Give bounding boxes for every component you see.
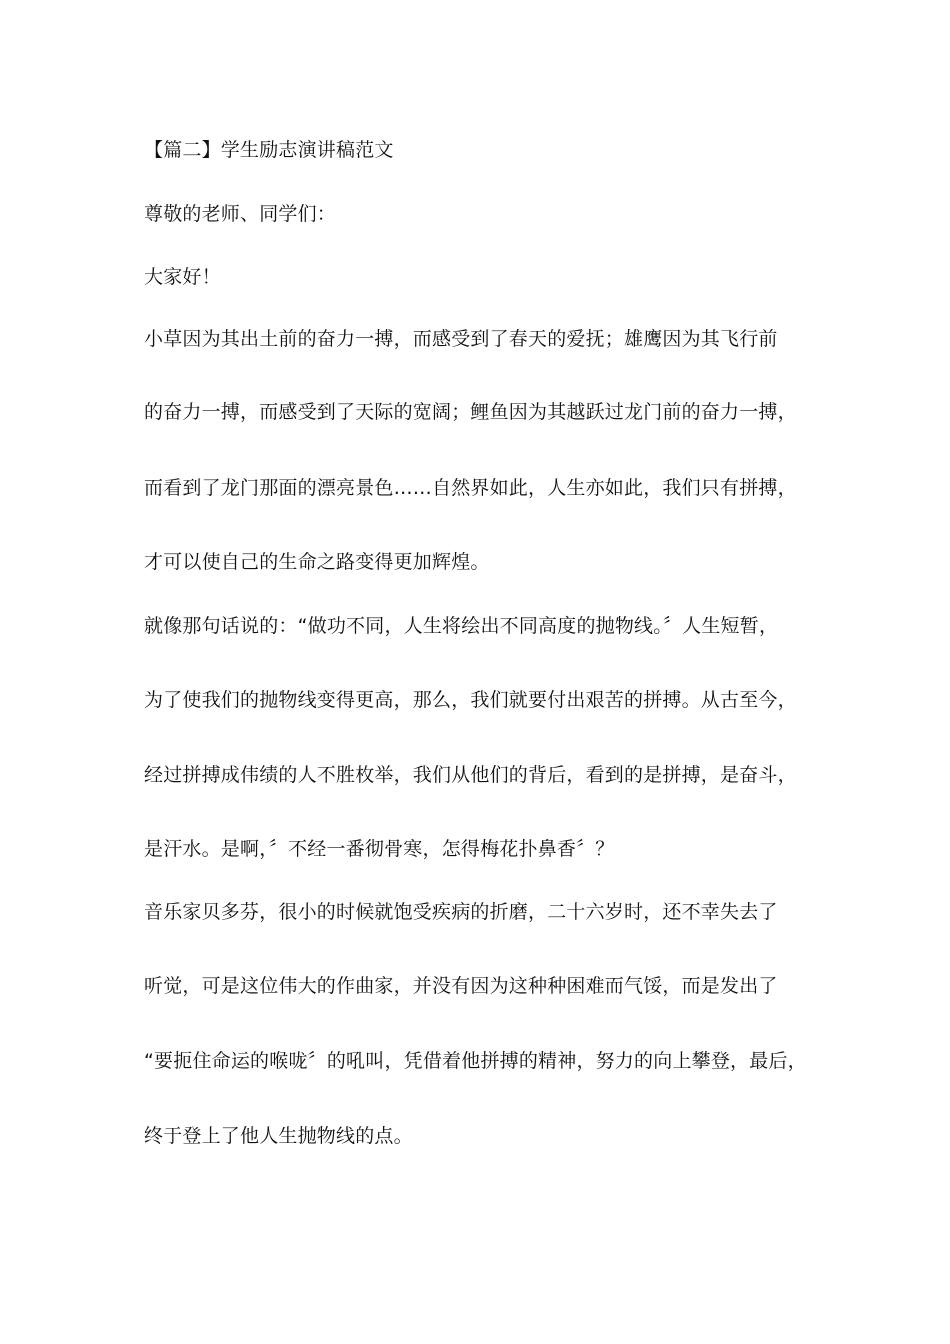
paragraph-line: 听觉，可是这位伟大的作曲家，并没有因为这种种困难而气馁，而是发出了 bbox=[144, 975, 778, 997]
paragraph-line: 小草因为其出土前的奋力一搏，而感受到了春天的爱抚；雄鹰因为其飞行前 bbox=[144, 328, 778, 350]
paragraph-line: 是汗水。是啊，〞不经一番彻骨寒，怎得梅花扑鼻香〞？ bbox=[144, 838, 615, 860]
section-title: 【篇二】学生励志演讲稿范文 bbox=[144, 139, 394, 161]
paragraph-line: “要扼住命运的喉咙〞的吼叫，凭借着他拼搏的精神，努力的向上攀登，最后， bbox=[144, 1050, 807, 1072]
greeting: 大家好！ bbox=[144, 266, 221, 288]
paragraph-line: 经过拼搏成伟绩的人不胜枚举，我们从他们的背后，看到的是拼搏，是奋斗， bbox=[144, 764, 797, 786]
paragraph-line: 才可以使自己的生命之路变得更加辉煌。 bbox=[144, 551, 490, 573]
paragraph-line: 音乐家贝多芬，很小的时候就饱受疾病的折磨，二十六岁时，还不幸失去了 bbox=[144, 901, 778, 923]
paragraph-line: 而看到了龙门那面的漂亮景色……自然界如此，人生亦如此，我们只有拼搏， bbox=[144, 477, 797, 499]
salutation: 尊敬的老师、同学们： bbox=[144, 203, 337, 225]
paragraph-line: 终于登上了他人生抛物线的点。 bbox=[144, 1125, 413, 1147]
paragraph-line: 就像那句话说的：“做功不同，人生将绘出不同高度的抛物线。〞人生短暂， bbox=[144, 615, 779, 637]
paragraph-line: 为了使我们的抛物线变得更高，那么，我们就要付出艰苦的拼搏。从古至今， bbox=[144, 689, 797, 711]
paragraph-line: 的奋力一搏，而感受到了天际的宽阔；鲤鱼因为其越跃过龙门前的奋力一搏， bbox=[144, 401, 797, 423]
